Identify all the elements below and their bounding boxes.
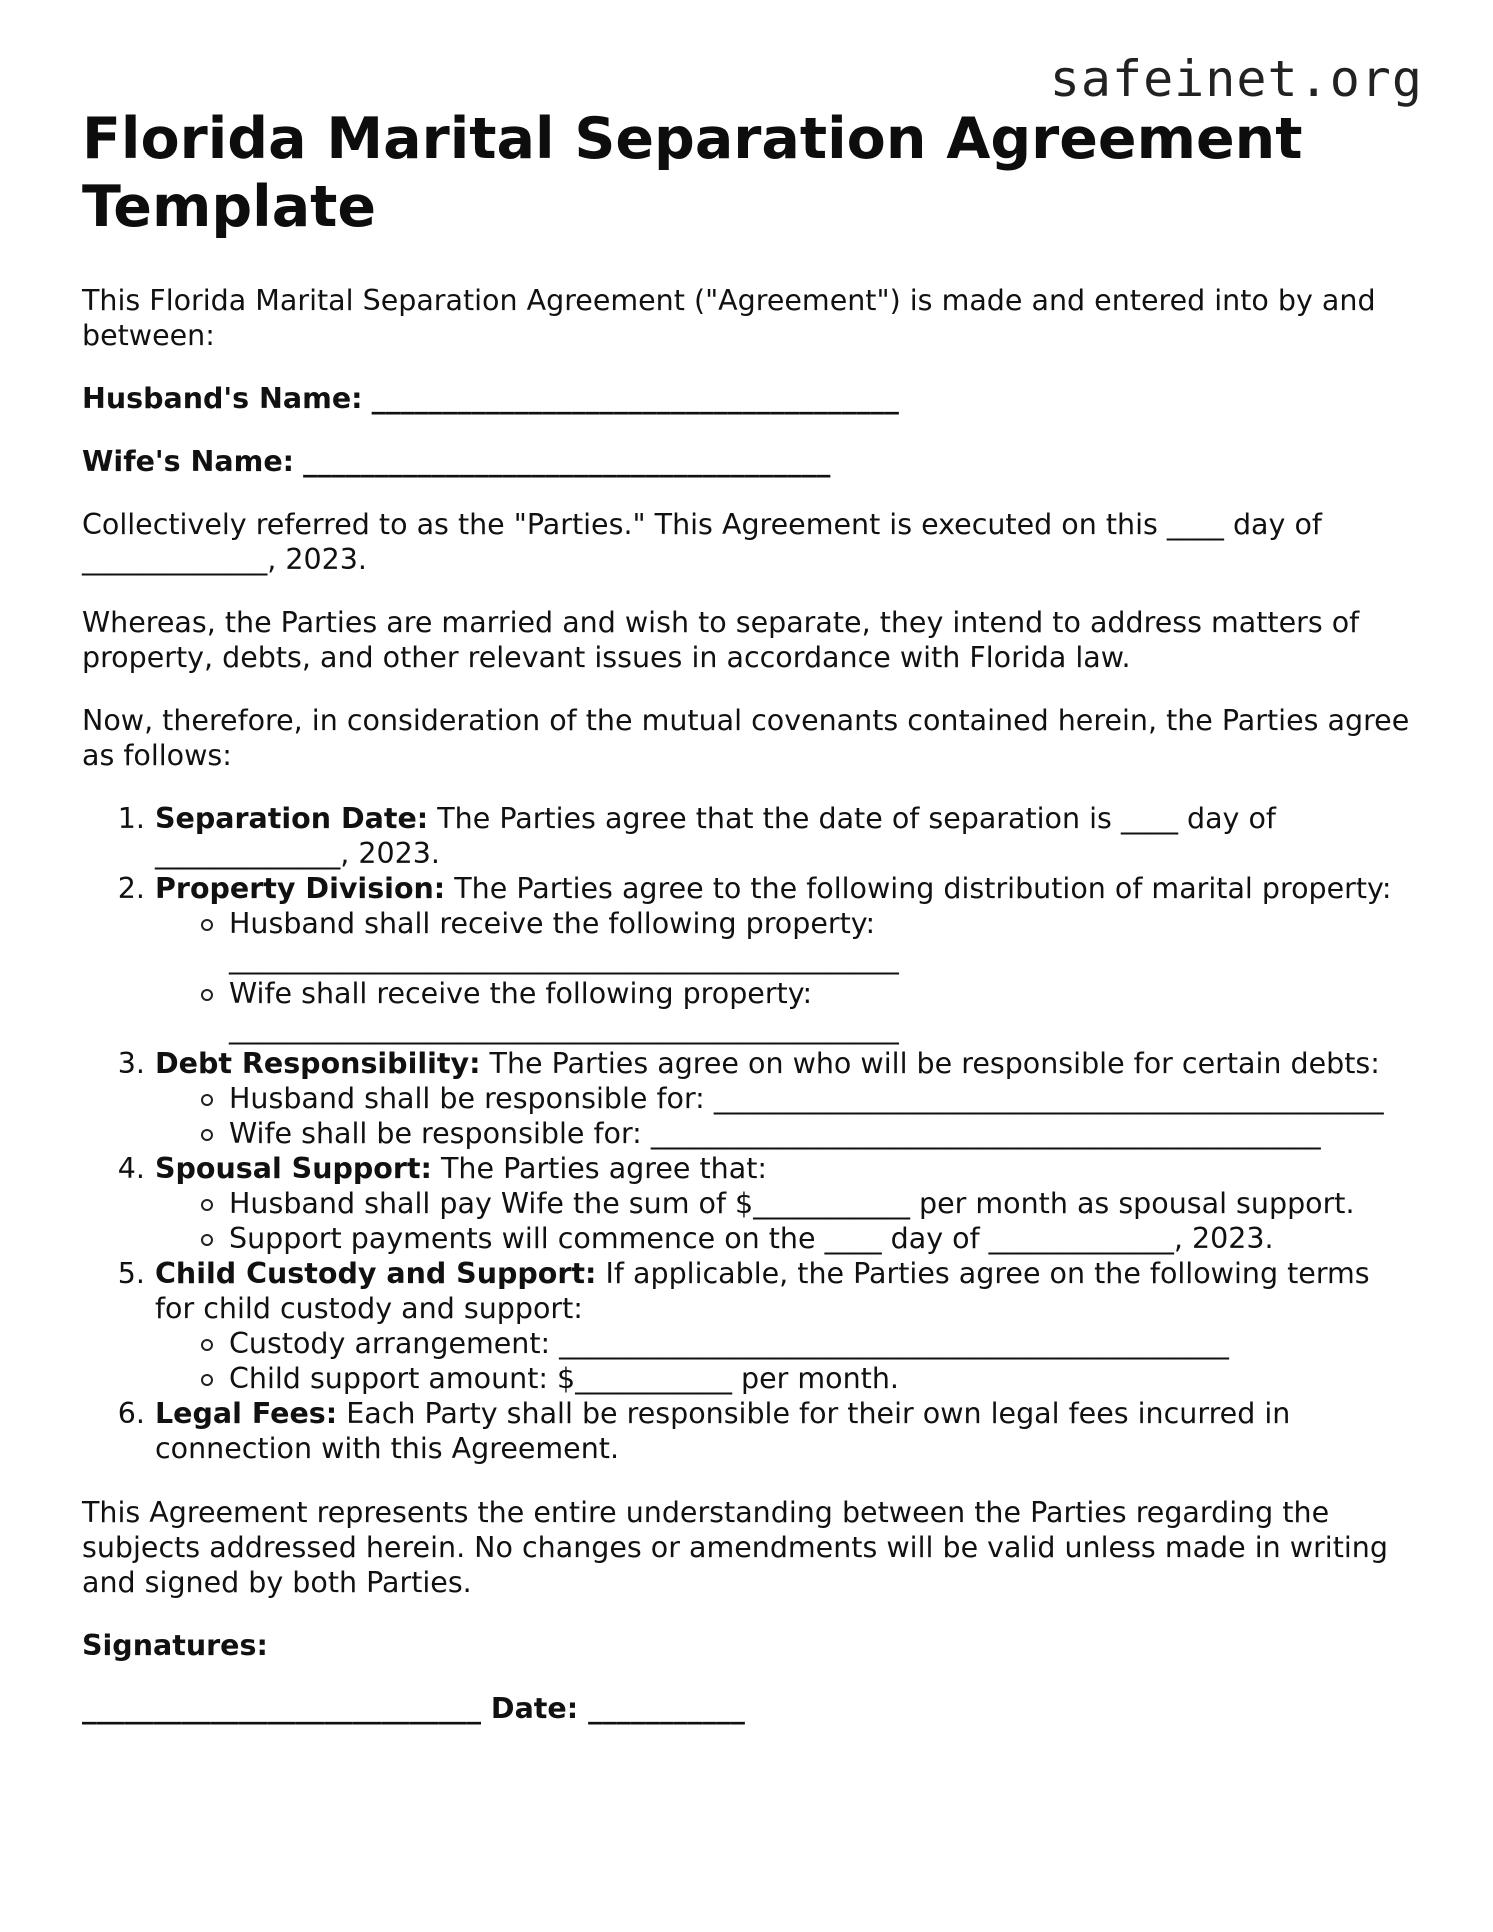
wife-name-blank: _____________________________________: [303, 445, 831, 478]
list-item-legal-fees: [154, 1396, 1412, 1466]
item-text: The Parties agree to the following distribution of marital property:: [445, 872, 1392, 905]
sub-item: Wife shall receive the following property: _______________________________________________: [229, 976, 1412, 1046]
sub-item: Custody arrangement: _______________________________________________: [229, 1326, 1412, 1361]
watermark: safeinet.org: [1049, 50, 1423, 108]
document-page: [82, 105, 1412, 1754]
item-text: The Parties agree that:: [431, 1152, 767, 1185]
sub-list: [155, 1081, 1412, 1151]
sub-item: Husband shall be responsible for: _______________________________________________: [229, 1081, 1412, 1116]
signature-line: ____________________________ Date: ___________: [82, 1692, 745, 1725]
sub-item: Child support amount: $___________ per month.: [229, 1361, 1412, 1396]
list-item-debt-responsibility: [154, 1046, 1412, 1151]
closing-paragraph: This Agreement represents the entire understanding between the Parties regarding the subjects addressed herein. No changes or amendments will be valid unless made in writing and signed by both Parties.: [82, 1496, 1388, 1599]
wife-name-label: Wife's Name:: [82, 445, 295, 478]
intro-paragraph: This Florida Marital Separation Agreement ("Agreement") is made and entered into by and between:: [82, 284, 1376, 352]
list-item-separation-date: [154, 801, 1412, 871]
husband-name-line: [82, 381, 1412, 416]
husband-name-label: Husband's Name:: [82, 382, 363, 415]
list-item-property-division: [154, 871, 1412, 1046]
wife-name-line: [82, 444, 1412, 479]
whereas-paragraph: Whereas, the Parties are married and wish to separate, they intend to address matters of property, debts, and other relevant issues in accordance with Florida law.: [82, 606, 1360, 674]
sub-item: Wife shall be responsible for: _______________________________________________: [229, 1116, 1412, 1151]
sub-list: [155, 1186, 1412, 1256]
item-label: Spousal Support:: [155, 1152, 432, 1185]
sub-item: Support payments will commence on the ____ day of _____________, 2023.: [229, 1221, 1412, 1256]
sub-list: [155, 1326, 1412, 1396]
sub-item: Husband shall pay Wife the sum of $___________ per month as spousal support.: [229, 1186, 1412, 1221]
item-text: The Parties agree that the date of separation is ____ day of _____________, 2023.: [155, 802, 1276, 870]
terms-list: [82, 801, 1412, 1466]
item-label: Debt Responsibility:: [155, 1047, 481, 1080]
item-text: The Parties agree on who will be responsible for certain debts:: [480, 1047, 1380, 1080]
list-item-spousal-support: [154, 1151, 1412, 1256]
item-label: Property Division:: [155, 872, 446, 905]
list-item-child-custody: [154, 1256, 1412, 1396]
sub-list: [155, 906, 1412, 1046]
item-text: If applicable, the Parties agree on the following terms for child custody and support:: [155, 1257, 1370, 1325]
item-label: Child Custody and Support:: [155, 1257, 597, 1290]
now-therefore-paragraph: Now, therefore, in consideration of the mutual covenants contained herein, the Parties agree as follows:: [82, 704, 1410, 772]
item-text: Each Party shall be responsible for their own legal fees incurred in connection with this Agreement.: [155, 1397, 1291, 1465]
collectively-paragraph: Collectively referred to as the "Parties." This Agreement is executed on this ____ day of _____________, 2023.: [82, 508, 1322, 576]
item-label: Legal Fees:: [155, 1397, 338, 1430]
signatures-heading: Signatures:: [82, 1629, 268, 1662]
husband-name-blank: _____________________________________: [371, 382, 899, 415]
item-label: Separation Date:: [155, 802, 429, 835]
document-title: Florida Marital Separation Agreement Template: [82, 106, 1303, 240]
sub-item: Husband shall receive the following property: _______________________________________________: [229, 906, 1412, 976]
